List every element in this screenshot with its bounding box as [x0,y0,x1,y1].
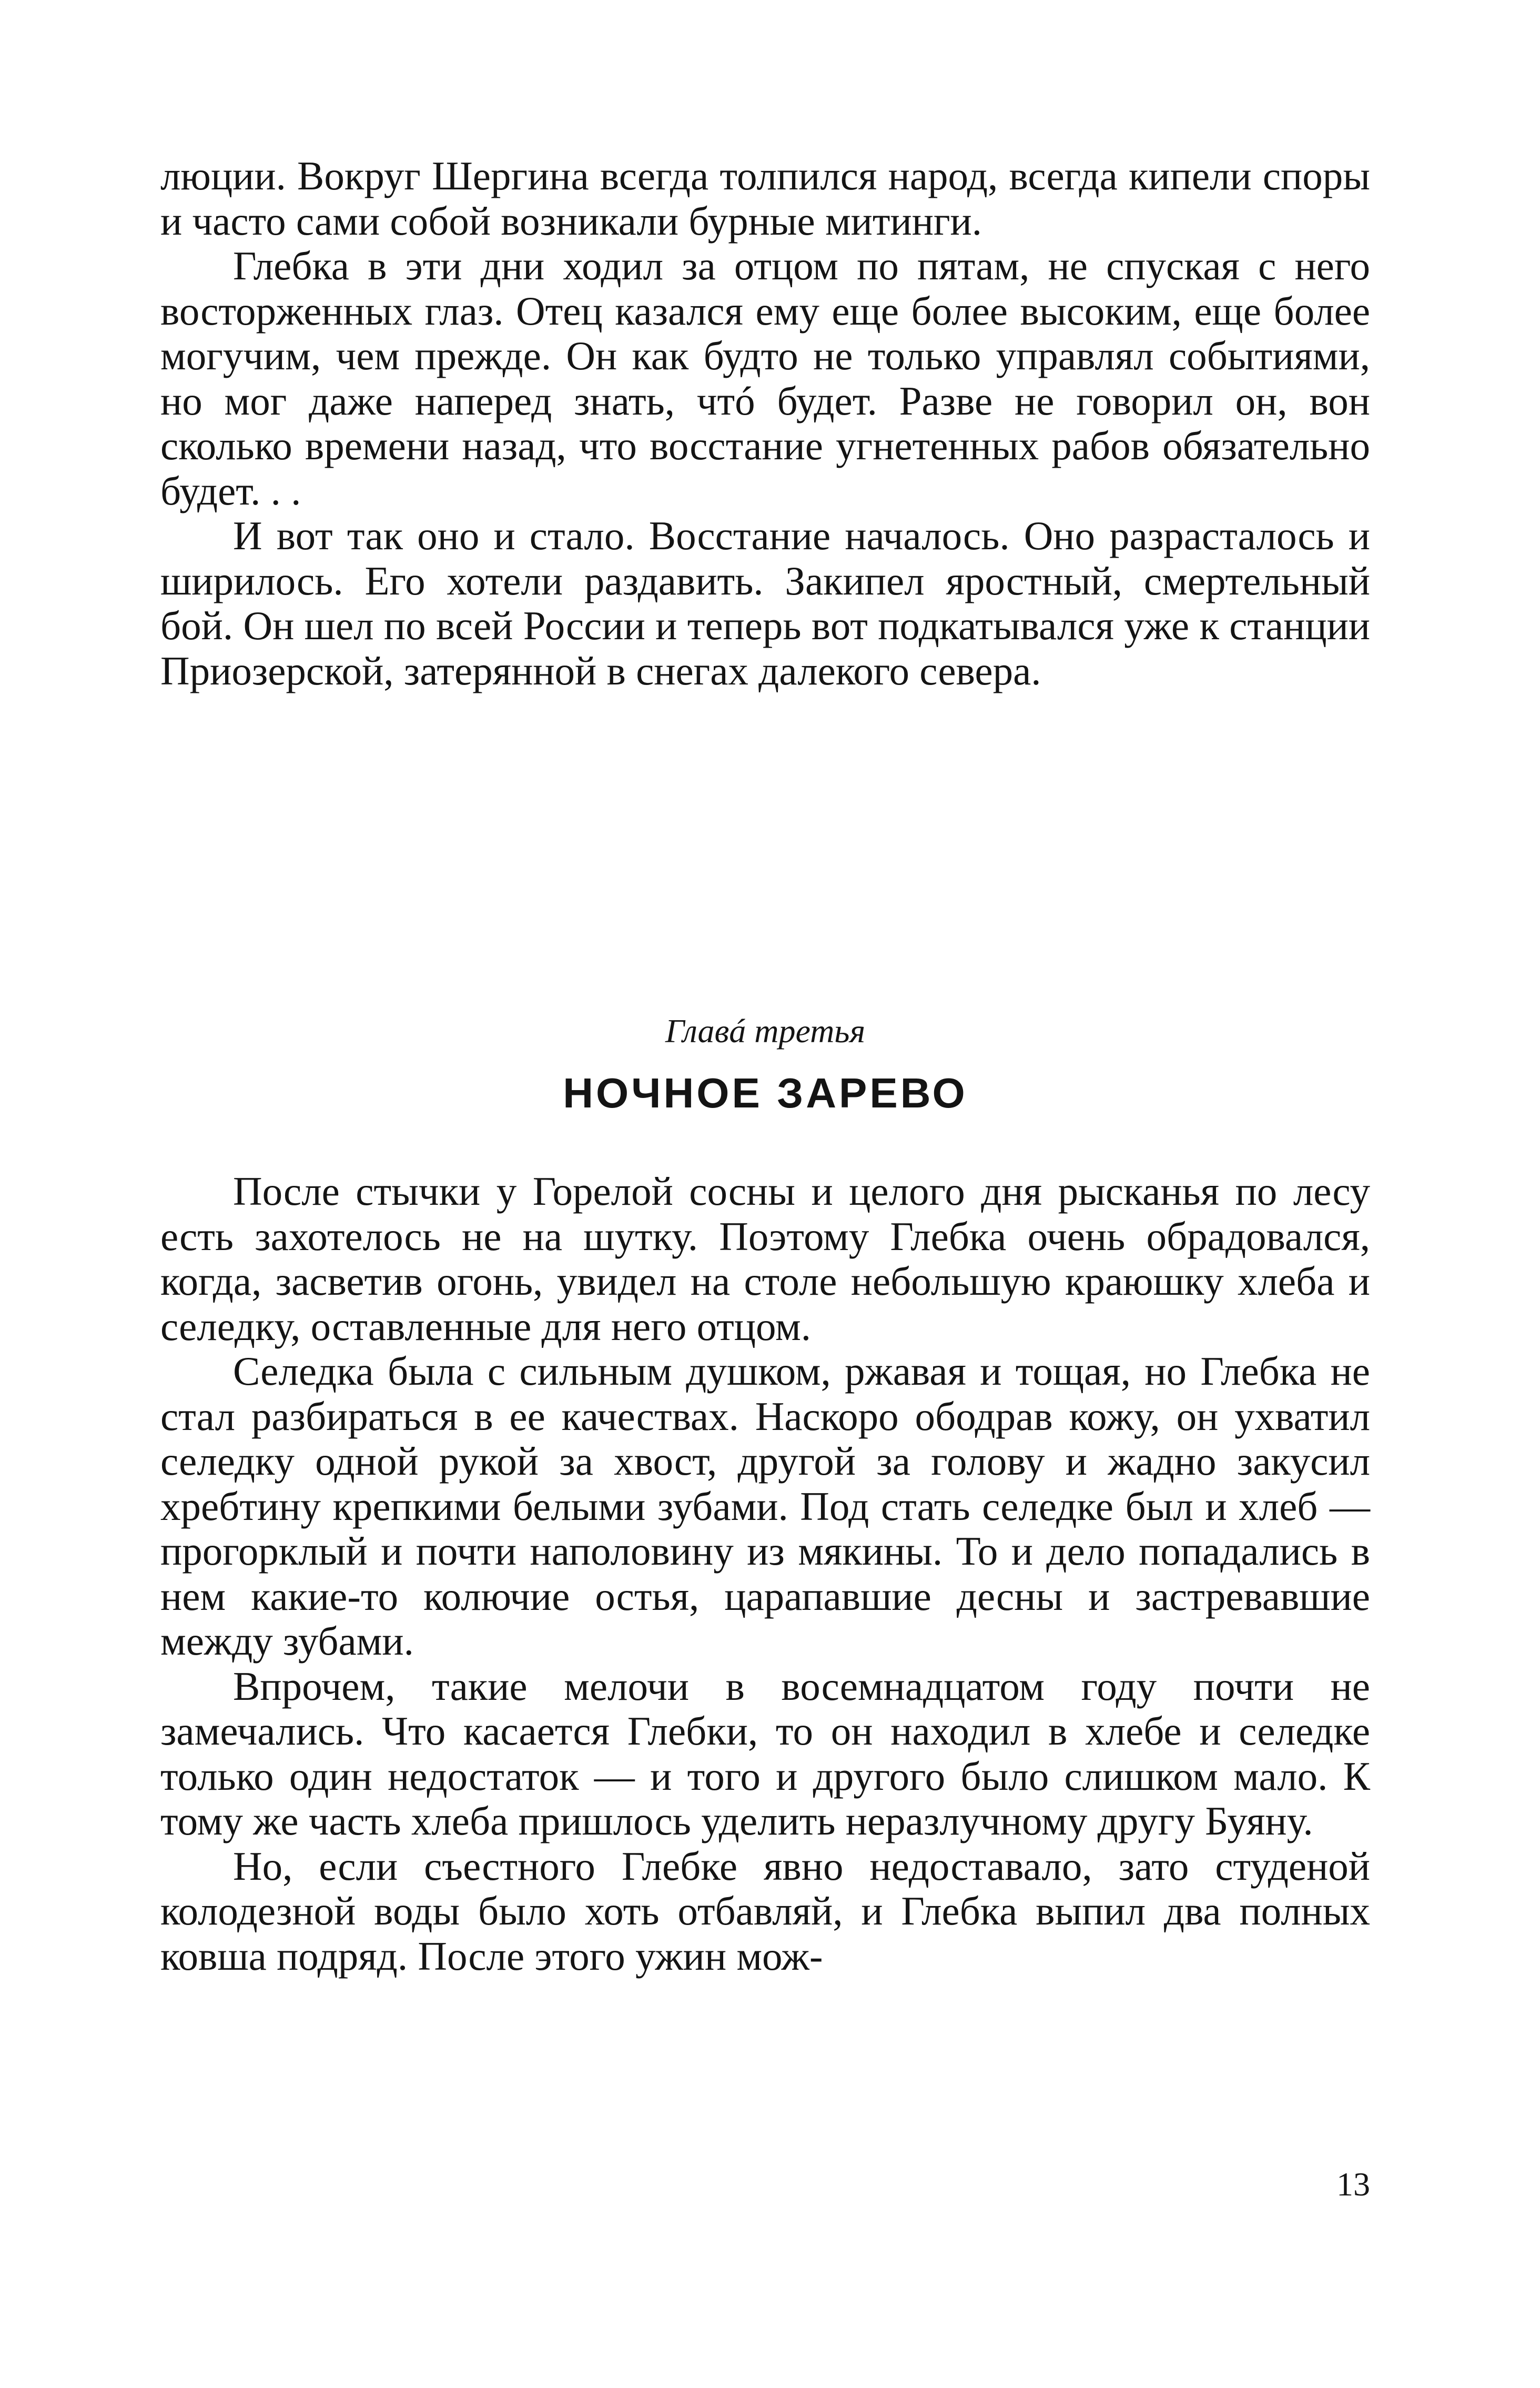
paragraph-continuation: люции. Вокруг Шергина всегда толпился народ, всегда кипели споры и часто сами собой возникали бурные митинги. [160,153,1370,244]
page-number: 13 [1336,2165,1370,2203]
paragraph: Но, если съестного Глебке явно недоставало, зато студеной колодезной воды было хоть отбавляй, и Глебка выпил два полных ковша подряд. После этого ужин мож- [160,1843,1370,1979]
text-block-bottom [160,1169,1370,1979]
chapter-label: Главá третья [665,1012,866,1050]
text-block-top [160,154,1370,693]
paragraph: Глебка в эти дни ходил за отцом по пятам, не спуская с него восторженных глаз. Отец казался ему еще более высоким, еще более могучим, чем прежде. Он как будто не только управлял событиями, но мог даже наперед знать, чтó будет. Разве не говорил он, вон сколько времени назад, что восстание угнетенных рабов обязательно будет. . . [160,243,1370,513]
paragraph: После стычки у Горелой сосны и целого дня рысканья по лесу есть захотелось не на шутку. Поэтому Глебка очень обрадовался, когда, засветив огонь, увидел на столе небольшую краюшку хлеба и селедку, оставленные для него отцом. [160,1168,1370,1349]
paragraph: Впрочем, такие мелочи в восемнадцатом году почти не замечались. Что касается Глебки, то он находил в хлебе и селедке только один недостаток — и того и другого было слишком мало. К тому же часть хлеба пришлось уделить неразлучному другу Буяну. [160,1663,1370,1843]
chapter-title: НОЧНОЕ ЗАРЕВО [563,1070,968,1116]
paragraph: Селедка была с сильным душком, ржавая и тощая, но Глебка не стал разбираться в ее качествах. Наскоро ободрав кожу, он ухватил селедку одной рукой за хвост, другой за голову и жадно закусил хребтину крепкими белыми зубами. Под стать селедке был и хлеб — прогорклый и почти наполовину из мякины. То и дело попадались в нем какие-то колючие остья, царапавшие десны и застревавшие между зубами. [160,1348,1370,1664]
paragraph: И вот так оно и стало. Восстание началось. Оно разрасталось и ширилось. Его хотели раздавить. Закипел яростный, смертельный бой. Он шел по всей России и теперь вот подкатывался уже к станции Приозерской, затерянной в снегах далекого севера. [160,513,1370,693]
